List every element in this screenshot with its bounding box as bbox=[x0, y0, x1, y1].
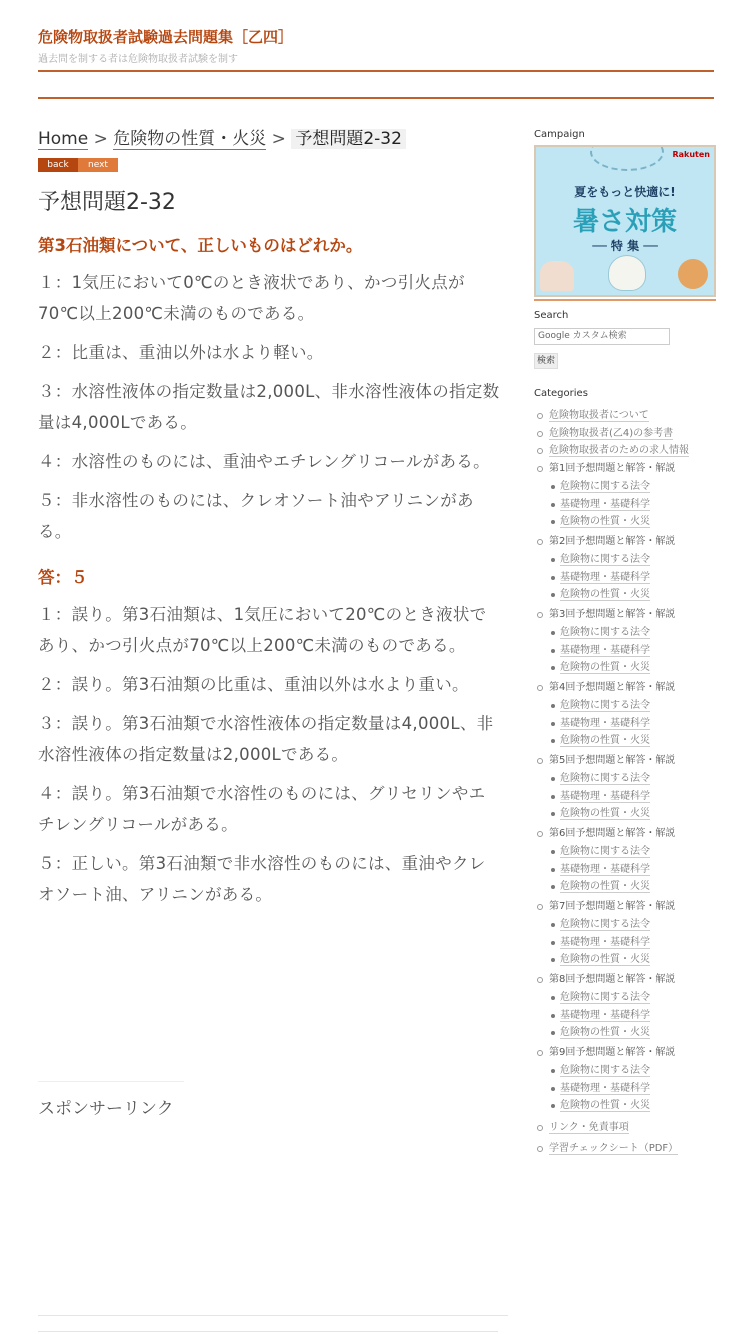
choice-1: １：1気圧において0℃のとき液状であり、かつ引火点が70℃以上200℃未満のものである。 bbox=[38, 272, 465, 323]
category-link-fire[interactable]: 危険物の性質・火災 bbox=[560, 516, 650, 527]
category-link-physics[interactable]: 基礎物理・基礎科学 bbox=[560, 717, 650, 729]
category-section-8: 第8回予想問題と解答・解説 bbox=[549, 973, 676, 985]
category-section-3: 第3回予想問題と解答・解説 bbox=[549, 608, 676, 620]
sidebar bbox=[534, 128, 716, 1158]
category-link-fire[interactable]: 危険物の性質・火災 bbox=[560, 735, 650, 746]
sub-list bbox=[549, 989, 716, 1042]
list-item bbox=[534, 825, 716, 896]
category-link-books[interactable]: 危険物取扱者(乙4)の参考書 bbox=[549, 427, 674, 439]
category-link-fire[interactable]: 危険物の性質・火災 bbox=[560, 1100, 650, 1111]
post-navigation bbox=[38, 158, 500, 172]
category-link-law[interactable]: 危険物に関する法令 bbox=[560, 773, 650, 784]
search-input[interactable]: Google カスタム検索 bbox=[534, 328, 670, 345]
category-link-jobs[interactable]: 危険物取扱者のための求人情報 bbox=[549, 445, 689, 456]
header-divider bbox=[38, 70, 714, 72]
breadcrumb-category-link[interactable]: 危険物の性質・火災 bbox=[113, 129, 267, 149]
list-item bbox=[534, 407, 716, 425]
category-link-fire[interactable]: 危険物の性質・火災 bbox=[560, 808, 650, 819]
breadcrumb-home-link[interactable]: Home bbox=[38, 129, 89, 149]
category-link-physics[interactable]: 基礎物理・基礎科学 bbox=[560, 1009, 650, 1021]
banner-title: 暑さ対策 bbox=[572, 207, 677, 237]
sub-list bbox=[549, 1062, 716, 1115]
page-title: 予想問題2-32 bbox=[38, 190, 176, 215]
nav-divider bbox=[38, 97, 714, 99]
category-link-about[interactable]: 危険物取扱者について bbox=[549, 410, 649, 421]
category-link-fire[interactable]: 危険物の性質・火災 bbox=[560, 1027, 650, 1038]
list-item bbox=[534, 1044, 716, 1115]
category-link-law[interactable]: 危険物に関する法令 bbox=[560, 627, 650, 638]
category-link-fire[interactable]: 危険物の性質・火災 bbox=[560, 589, 650, 600]
category-link-law[interactable]: 危険物に関する法令 bbox=[560, 1065, 650, 1076]
category-link-law[interactable]: 危険物に関する法令 bbox=[560, 919, 650, 930]
sub-list bbox=[549, 770, 716, 823]
category-section-7: 第7回予想問題と解答・解説 bbox=[549, 900, 676, 912]
category-link-fire[interactable]: 危険物の性質・火災 bbox=[560, 954, 650, 965]
breadcrumb-current: 予想問題2-32 bbox=[291, 129, 406, 149]
list-item bbox=[534, 679, 716, 750]
back-button[interactable]: back bbox=[38, 158, 78, 172]
category-section-2: 第2回予想問題と解答・解説 bbox=[549, 535, 676, 547]
category-link-law[interactable]: 危険物に関する法令 bbox=[560, 481, 650, 492]
links-disclaimer-link[interactable]: リンク・免責事項 bbox=[549, 1121, 629, 1133]
explanation-2: ２：誤り。第3石油類の比重は、重油以外は水より重い。 bbox=[38, 674, 469, 694]
list-item bbox=[534, 460, 716, 531]
polar-bear-illustration bbox=[608, 255, 646, 291]
category-section-6: 第6回予想問題と解答・解説 bbox=[549, 827, 676, 839]
question-text: 第3石油類について、正しいものはどれか。 bbox=[38, 235, 363, 255]
list-item bbox=[534, 971, 716, 1042]
category-link-law[interactable]: 危険物に関する法令 bbox=[560, 700, 650, 711]
rakuten-logo: Rakuten bbox=[672, 150, 710, 159]
breadcrumb-separator: > bbox=[88, 129, 114, 149]
list-item bbox=[534, 425, 716, 443]
campaign-title: Campaign bbox=[534, 129, 585, 140]
search-title: Search bbox=[534, 310, 569, 321]
site-title[interactable]: 危険物取扱者試験過去問題集［乙四］ bbox=[38, 28, 294, 46]
banner-headline: 夏をもっと快適に! bbox=[574, 185, 676, 199]
person-illustration bbox=[540, 261, 574, 291]
category-section-9: 第9回予想問題と解答・解説 bbox=[549, 1046, 676, 1058]
list-item bbox=[534, 442, 716, 460]
list-item bbox=[534, 1119, 716, 1137]
main-content bbox=[38, 126, 500, 910]
choice-5: ５：非水溶性のものには、クレオソート油やアリニンがある。 bbox=[38, 490, 474, 541]
category-link-law[interactable]: 危険物に関する法令 bbox=[560, 846, 650, 857]
sub-list bbox=[549, 551, 716, 604]
sun-illustration bbox=[590, 145, 664, 171]
category-link-physics[interactable]: 基礎物理・基礎科学 bbox=[560, 863, 650, 875]
answer-label: 答：５ bbox=[38, 567, 88, 587]
category-link-fire[interactable]: 危険物の性質・火災 bbox=[560, 881, 650, 892]
choice-3: ３：水溶性液体の指定数量は2,000L、非水溶性液体の指定数量は4,000Lである。 bbox=[38, 381, 500, 432]
sub-list bbox=[549, 916, 716, 969]
category-link-physics[interactable]: 基礎物理・基礎科学 bbox=[560, 498, 650, 510]
footer-divider bbox=[38, 1315, 508, 1316]
search-button[interactable]: 検索 bbox=[534, 353, 558, 369]
sponsor-divider bbox=[38, 1081, 184, 1082]
list-item bbox=[534, 752, 716, 823]
checksheet-pdf-link[interactable]: 学習チェックシート（PDF） bbox=[549, 1143, 679, 1154]
next-button[interactable]: next bbox=[78, 158, 118, 172]
banner-subtitle: ── 特 集 ── bbox=[592, 239, 658, 253]
choice-2: ２：比重は、重油以外は水より軽い。 bbox=[38, 342, 324, 362]
footer-divider bbox=[38, 1331, 498, 1332]
category-link-law[interactable]: 危険物に関する法令 bbox=[560, 554, 650, 565]
category-link-law[interactable]: 危険物に関する法令 bbox=[560, 992, 650, 1003]
breadcrumb bbox=[38, 126, 500, 152]
sub-list bbox=[549, 478, 716, 531]
sub-list bbox=[549, 624, 716, 677]
campaign-divider bbox=[534, 299, 716, 301]
site-description: 過去問を制する者は危険物取扱者試験を制す bbox=[38, 54, 238, 65]
category-link-physics[interactable]: 基礎物理・基礎科学 bbox=[560, 790, 650, 802]
campaign-banner[interactable] bbox=[534, 145, 716, 297]
explanation-5: ５：正しい。第3石油類で非水溶性のものには、重油やクレオソート油、アリニンがある。 bbox=[38, 853, 486, 904]
category-section-5: 第5回予想問題と解答・解説 bbox=[549, 754, 676, 766]
category-link-physics[interactable]: 基礎物理・基礎科学 bbox=[560, 644, 650, 656]
categories-list bbox=[534, 407, 716, 1158]
category-link-physics[interactable]: 基礎物理・基礎科学 bbox=[560, 571, 650, 583]
explanation-4: ４：誤り。第3石油類で水溶性のものには、グリセリンやエチレングリコールがある。 bbox=[38, 783, 486, 834]
list-item bbox=[534, 1140, 716, 1158]
list-item bbox=[534, 606, 716, 677]
category-section-1: 第1回予想問題と解答・解説 bbox=[549, 462, 676, 474]
category-link-fire[interactable]: 危険物の性質・火災 bbox=[560, 662, 650, 673]
category-section-4: 第4回予想問題と解答・解説 bbox=[549, 681, 676, 693]
list-item bbox=[534, 898, 716, 969]
explanation-1: １：誤り。第3石油類は、1気圧において20℃のとき液状であり、かつ引火点が70℃以上200℃未満のものである。 bbox=[38, 604, 487, 655]
choice-4: ４：水溶性のものには、重油やエチレングリコールがある。 bbox=[38, 451, 490, 471]
category-link-physics[interactable]: 基礎物理・基礎科学 bbox=[560, 1082, 650, 1094]
category-link-physics[interactable]: 基礎物理・基礎科学 bbox=[560, 936, 650, 948]
breadcrumb-separator: > bbox=[266, 129, 292, 149]
sponsor-label: スポンサーリンク bbox=[38, 1099, 174, 1119]
dog-illustration bbox=[678, 259, 708, 289]
sub-list bbox=[549, 843, 716, 896]
list-item bbox=[534, 533, 716, 604]
sub-list bbox=[549, 697, 716, 750]
categories-title: Categories bbox=[534, 388, 588, 399]
explanation-3: ３：誤り。第3石油類で水溶性液体の指定数量は4,000L、非水溶性液体の指定数量は2,000Lである。 bbox=[38, 713, 494, 764]
